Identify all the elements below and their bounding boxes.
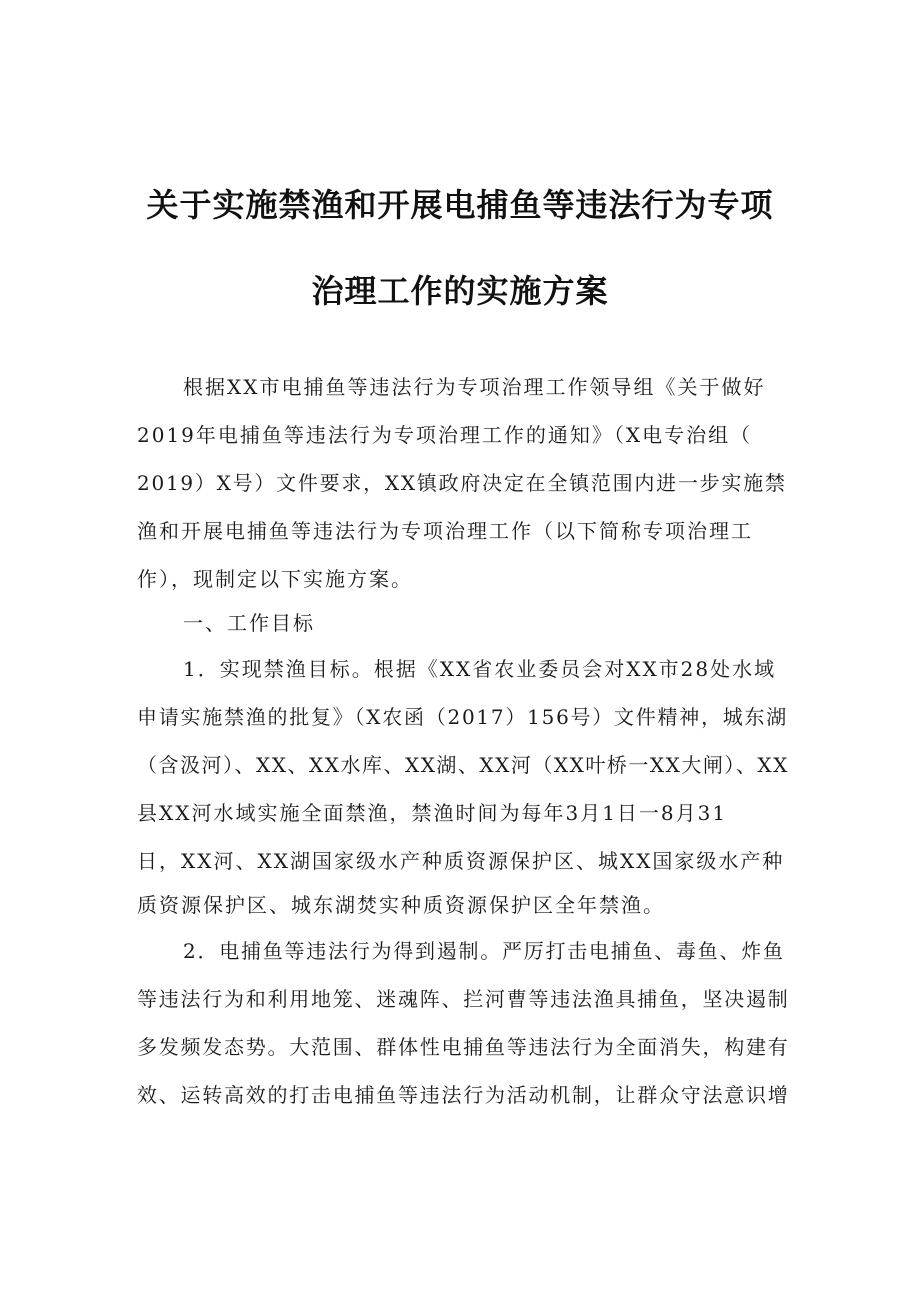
body-line: 根据XX市电捕鱼等违法行为专项治理工作领导组《关于做好: [183, 375, 766, 399]
body-line: 等违法行为和利用地笼、迷魂阵、拦河曹等违法渔具捕鱼，坚决遏制: [137, 987, 790, 1011]
body-line: 多发频发态势。大范围、群体性电捕鱼等违法行为全面消失，构建有: [137, 1035, 790, 1059]
body-line: 日，XX河、XX湖国家级水产种质资源保护区、城XX国家级水产种: [137, 849, 785, 873]
body-line: 2019）X号）文件要求，XX镇政府决定在全镇范围内进一步实施禁: [137, 471, 787, 495]
body-line: 县XX河水域实施全面禁渔，禁渔时间为每年3月1日一8月31: [137, 801, 728, 825]
body-line: 2．电捕鱼等违法行为得到遏制。严厉打击电捕鱼、毒鱼、炸鱼: [183, 939, 785, 963]
body-line: （含汲河）、XX、XX水库、XX湖、XX河（XX叶桥一XX大闸）、XX: [137, 753, 789, 777]
body-line: 渔和开展电捕鱼等违法行为专项治理工作（以下简称专项治理工: [137, 519, 753, 543]
body-line: 作），现制定以下实施方案。: [137, 567, 413, 591]
document-title-line-2: 治理工作的实施方案: [311, 272, 609, 310]
body-line: 1．实现禁渔目标。根据《XX省农业委员会对XX市28处水域: [183, 657, 777, 681]
section-heading: 一、工作目标: [183, 611, 315, 635]
body-line: 2019年电捕鱼等违法行为专项治理工作的通知》（X电专治组（: [137, 423, 753, 447]
body-line: 申请实施禁渔的批复》（X农函（2017）156号）文件精神，城东湖: [137, 705, 789, 729]
body-line: 质资源保护区、城东湖焚实种质资源保护区全年禁渔。: [137, 893, 665, 917]
document-title-line-1: 关于实施禁渔和开展电捕鱼等违法行为专项: [146, 186, 774, 224]
body-line: 效、运转高效的打击电捕鱼等违法行为活动机制，让群众守法意识增: [137, 1083, 790, 1107]
